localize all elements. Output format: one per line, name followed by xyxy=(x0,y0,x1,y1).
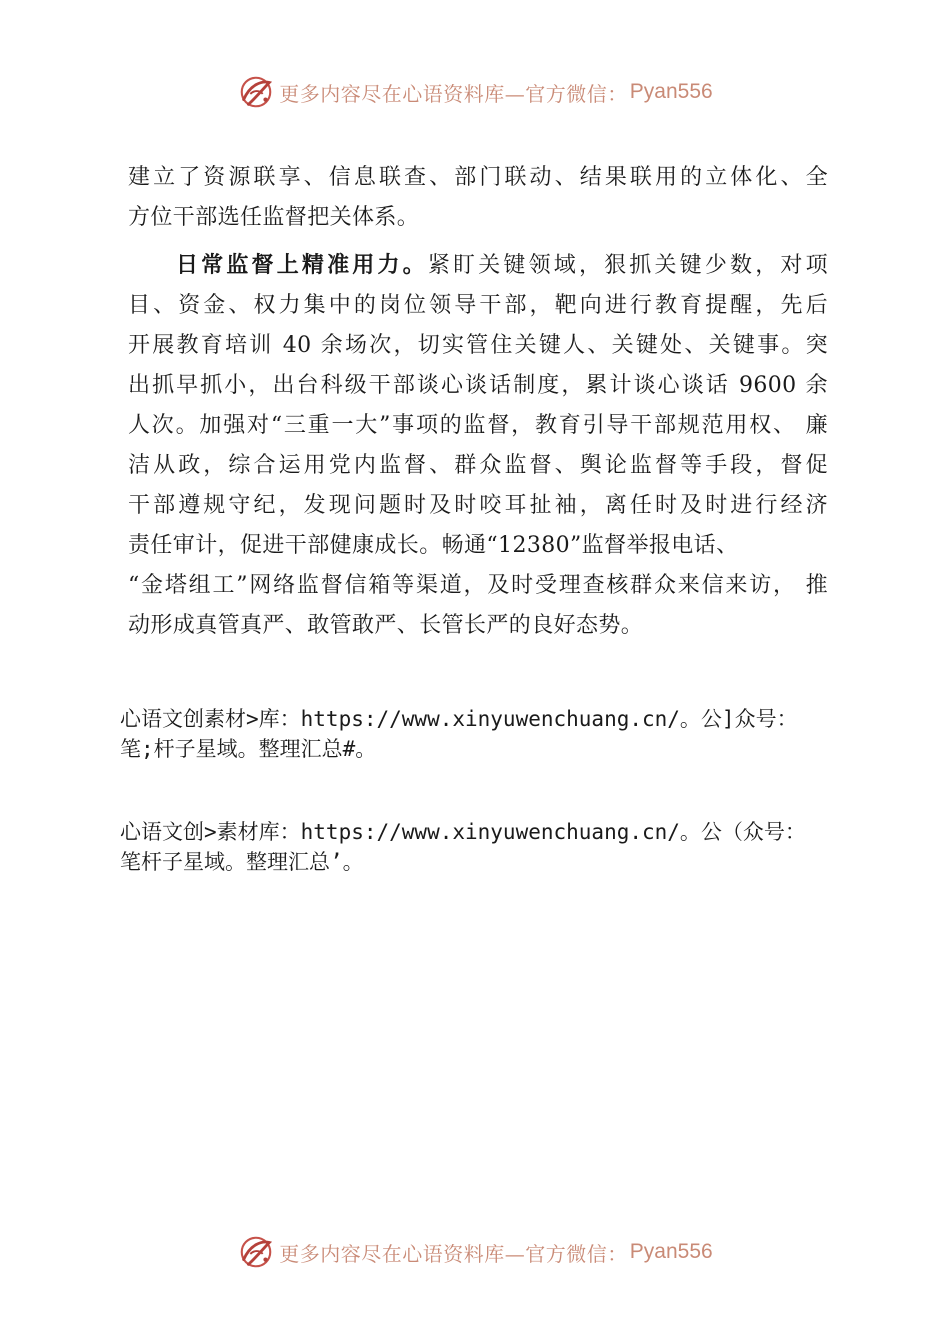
watermark-handle: Pyan556 xyxy=(629,80,713,103)
brand-logo-icon xyxy=(237,73,275,111)
brand-logo-icon xyxy=(237,1233,275,1271)
source-note-line: 心语文创>素材库：https://www.xinyuwenchuang.cn/。公（众号： xyxy=(120,820,806,844)
source-note xyxy=(120,704,860,764)
document-body xyxy=(128,158,828,646)
watermark-handle: Pyan556 xyxy=(629,1240,713,1263)
paragraph-line: 责任审计，促进干部健康成长。畅通“12380”监督举报电话、 xyxy=(128,533,739,558)
watermark-text: 更多内容尽在心语资料库—官方微信： xyxy=(279,1241,628,1266)
source-note-line: 心语文创素材>库：https://www.xinyuwenchuang.cn/。公]众号： xyxy=(120,707,798,731)
paragraph-line xyxy=(128,246,828,286)
paragraph-line: 开展教育培训 40 余场次，切实管住关键人、关键处、关键事。突 xyxy=(128,333,828,358)
paragraph-line: 目、资金、权力集中的岗位领导干部，靶向进行教育提醒，先后 xyxy=(128,293,828,318)
paragraph-line: “金塔组工”网络监督信箱等渠道，及时受理查核群众来信来访， 推 xyxy=(128,573,828,598)
paragraph-line: 建立了资源联享、信息联查、部门联动、结果联用的立体化、全 xyxy=(128,165,828,190)
paragraph-line: 洁从政，综合运用党内监督、群众监督、舆论监督等手段，督促 xyxy=(128,453,828,478)
paragraph-line: 出抓早抓小，出台科级干部谈心谈话制度，累计谈心谈话 9600 余 xyxy=(128,373,828,398)
paragraph-line: 方位干部选任监督把关体系。 xyxy=(128,205,420,230)
paragraph-lead-heading: 日常监督上精准用力。 xyxy=(176,253,428,278)
footer-watermark xyxy=(0,1232,950,1272)
header-watermark xyxy=(0,72,950,112)
paragraph-line: 动形成真管真严、敢管敢严、长管长严的良好态势。 xyxy=(128,613,644,638)
source-note-line: 笔;杆子星域。整理汇总#。 xyxy=(120,737,377,761)
source-note-line: 笔杆子星域。整理汇总’。 xyxy=(120,850,364,874)
paragraph-text: 紧盯关键领域，狠抓关键少数，对项 xyxy=(427,253,828,278)
source-note xyxy=(120,817,860,877)
paragraph-line: 人次。加强对“三重一大”事项的监督，教育引导干部规范用权、 廉 xyxy=(128,413,828,438)
paragraph-line: 干部遵规守纪，发现问题时及时咬耳扯袖，离任时及时进行经济 xyxy=(128,493,828,518)
watermark-text: 更多内容尽在心语资料库—官方微信： xyxy=(279,81,628,106)
